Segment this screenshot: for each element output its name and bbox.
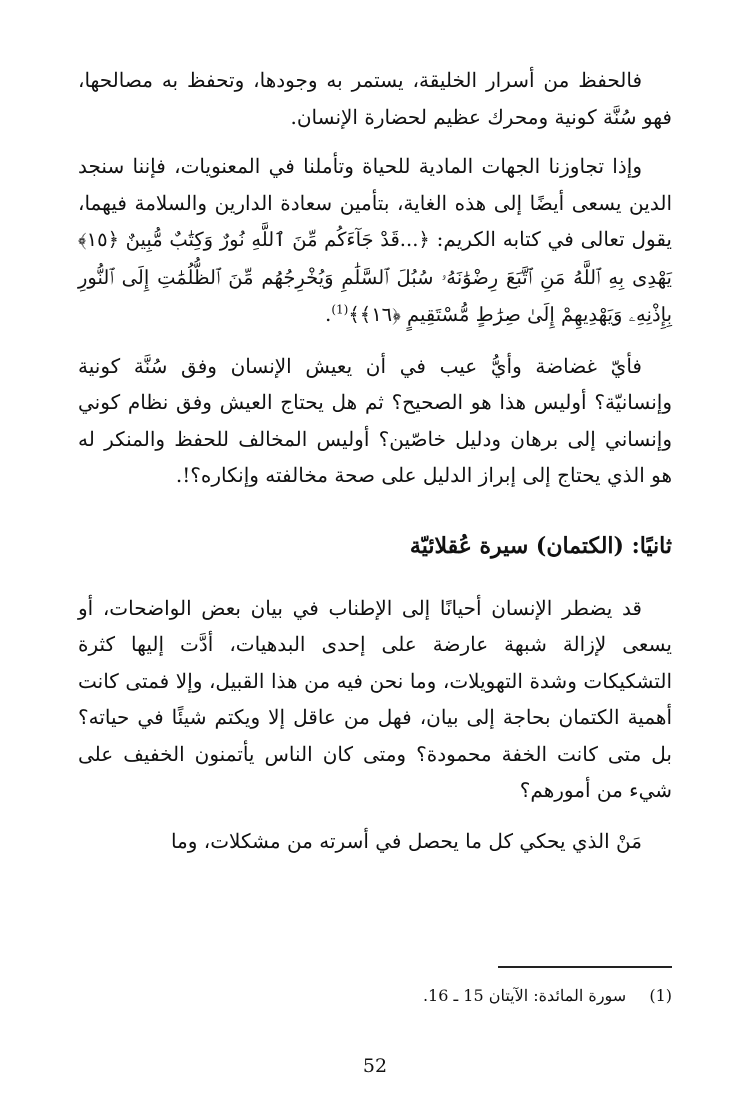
- footnote-text: سورة المائدة: الآيتان 15 ـ 16.: [422, 986, 627, 1005]
- paragraph-2: [78, 148, 672, 334]
- paragraph-1: فالحفظ من أسرار الخليقة، يستمر به وجودها، وتحفظ به مصالحها، فهو سُنَّة كونية ومحرك عظيم لحضارة الإنسان.: [78, 68, 672, 129]
- footnote: [272, 985, 672, 1007]
- page-body: [78, 62, 672, 859]
- footnote-divider: [498, 966, 672, 968]
- quran-verse: ﴿...قَدْ جَآءَكُم مِّنَ ٱللَّهِ نُورٌ وَكِتَٰبٌ مُّبِينٌ ﴿١٥﴾ يَهْدِى بِهِ ٱللَّهُ مَنِ ٱتَّبَعَ رِضْوَٰنَهُۥ سُبُلَ ٱلسَّلَٰمِ وَيُخْرِجُهُم مِّنَ ٱلظُّلُمَٰتِ إِلَى ٱلنُّورِ بِإِذْنِهِۦ وَيَهْدِيهِمْ إِلَىٰ صِرَٰطٍ مُّسْتَقِيمٍ ﴿١٦﴾﴾: [78, 228, 672, 326]
- footnote-reference: (1): [331, 302, 349, 317]
- paragraph-3: فأيّ غضاضة وأيُّ عيب في أن يعيش الإنسان وفق سُنَّة كونية وإنسانيّة؟ أوليس هذا هو الصحيح؟ ثم هل يحتاج العيش وفق نظام كوني وإنساني إلى برهان ودليل خاصّين؟ أوليس المخالف للحفظ والمنكر له هو الذي يحتاج إلى إبراز الدليل على صحة مخالفته وإنكاره؟!.: [78, 353, 672, 487]
- paragraph-2-end: .: [324, 302, 332, 326]
- footnote-number: (1): [649, 986, 672, 1005]
- section-heading: ثانيًا: (الكتمان) سيرة عُقلائيّة: [409, 532, 672, 559]
- paragraph-6: مَنْ الذي يحكي كل ما يحصل في أسرته من مشكلات، وما: [170, 828, 642, 853]
- paragraph-5: قد يضطر الإنسان أحيانًا إلى الإطناب في بيان بعض الواضحات، أو يسعى لإزالة شبهة عارضة على إحدى البدهيات، أدَّت إليها كثرة التشكيكات وشدة التهويلات، وما نحن فيه من هذا القبيل، وإلا فمتى كانت أهمية الكتمان بحاجة إلى بيان، فهل من عاقل إلا ويكتم شيئًا في حياته؟ بل متى كانت الخفة محمودة؟ ومتى كان الناس يأتمنون الخفيف على شيء من أمورهم؟: [78, 595, 672, 802]
- paragraph-2-text: وإذا تجاوزنا الجهات المادية للحياة وتأملنا في المعنويات، فإننا سنجد الدين يسعى أيضًا إلى هذه الغاية، بتأمين سعادة الدارين والسلامة فيهما، يقول تعالى في كتابه الكريم:: [78, 154, 672, 251]
- page-number: 52: [362, 1055, 388, 1077]
